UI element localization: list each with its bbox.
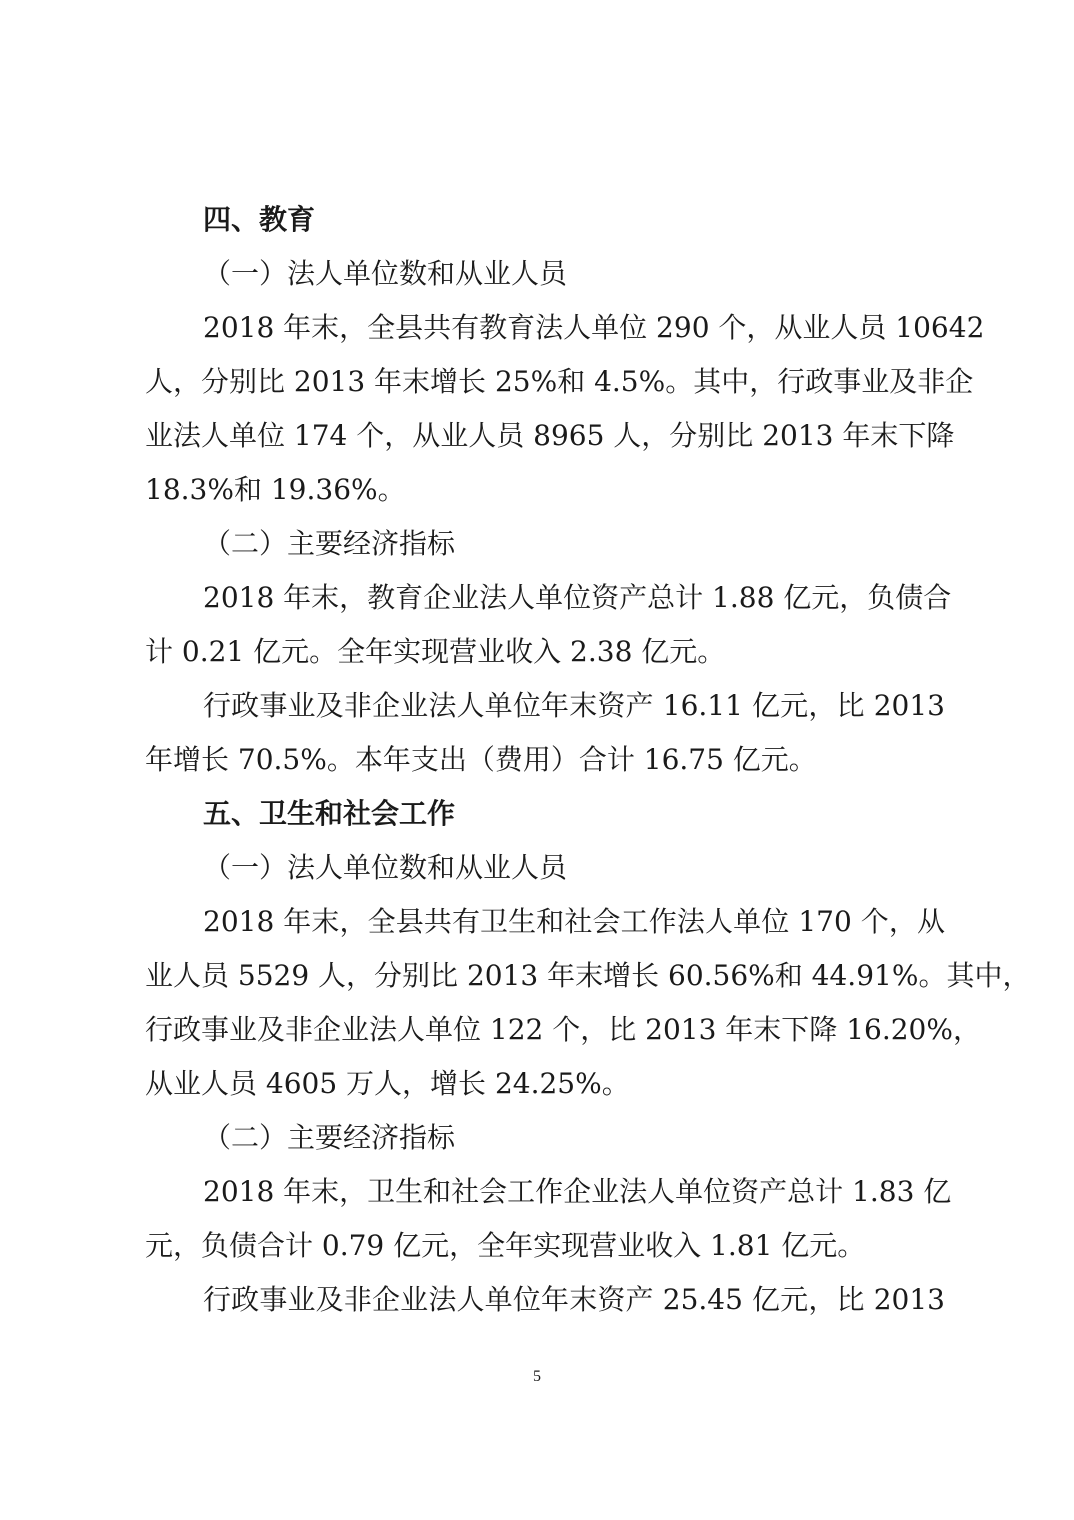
paragraph-line: 行政事业及非企业法人单位年末资产 25.45 亿元，比 2013	[203, 1283, 945, 1316]
paragraph-line: 从业人员 4605 万人，增长 24.25%。	[145, 1067, 630, 1100]
subsection-heading-economic-indicators: （二）主要经济指标	[203, 527, 456, 560]
paragraph-line: 行政事业及非企业法人单位 122 个，比 2013 年末下降 16.20%，	[145, 1013, 981, 1046]
paragraph-line: 2018 年末，全县共有教育法人单位 290 个，从业人员 10642	[203, 311, 985, 344]
paragraph-line: 业法人单位 174 个，从业人员 8965 人，分别比 2013 年末下降	[145, 419, 955, 452]
page-number: 5	[533, 1368, 541, 1385]
paragraph-line: 元，负债合计 0.79 亿元，全年实现营业收入 1.81 亿元。	[145, 1229, 866, 1262]
paragraph-line: 行政事业及非企业法人单位年末资产 16.11 亿元，比 2013	[203, 689, 945, 722]
paragraph-line: 2018 年末，教育企业法人单位资产总计 1.88 亿元，负债合	[203, 581, 952, 614]
paragraph-line: 业人员 5529 人，分别比 2013 年末增长 60.56%和 44.91%。其中，	[145, 959, 1031, 992]
subsection-heading-units-employees: （一）法人单位数和从业人员	[203, 257, 568, 290]
subsection-heading-units-employees: （一）法人单位数和从业人员	[203, 851, 568, 884]
paragraph-line: 人，分别比 2013 年末增长 25%和 4.5%。其中，行政事业及非企	[145, 365, 974, 398]
section-heading-education: 四、教育	[203, 203, 316, 236]
paragraph-line: 2018 年末，全县共有卫生和社会工作法人单位 170 个，从	[203, 905, 945, 938]
document-body	[145, 193, 1031, 1327]
paragraph-line: 计 0.21 亿元。全年实现营业收入 2.38 亿元。	[145, 635, 726, 668]
paragraph-line: 2018 年末，卫生和社会工作企业法人单位资产总计 1.83 亿	[203, 1175, 952, 1208]
paragraph-line: 年增长 70.5%。本年支出（费用）合计 16.75 亿元。	[145, 743, 817, 776]
paragraph-line: 18.3%和 19.36%。	[145, 473, 406, 506]
section-heading-health-social-work: 五、卫生和社会工作	[203, 797, 456, 830]
subsection-heading-economic-indicators: （二）主要经济指标	[203, 1121, 456, 1154]
